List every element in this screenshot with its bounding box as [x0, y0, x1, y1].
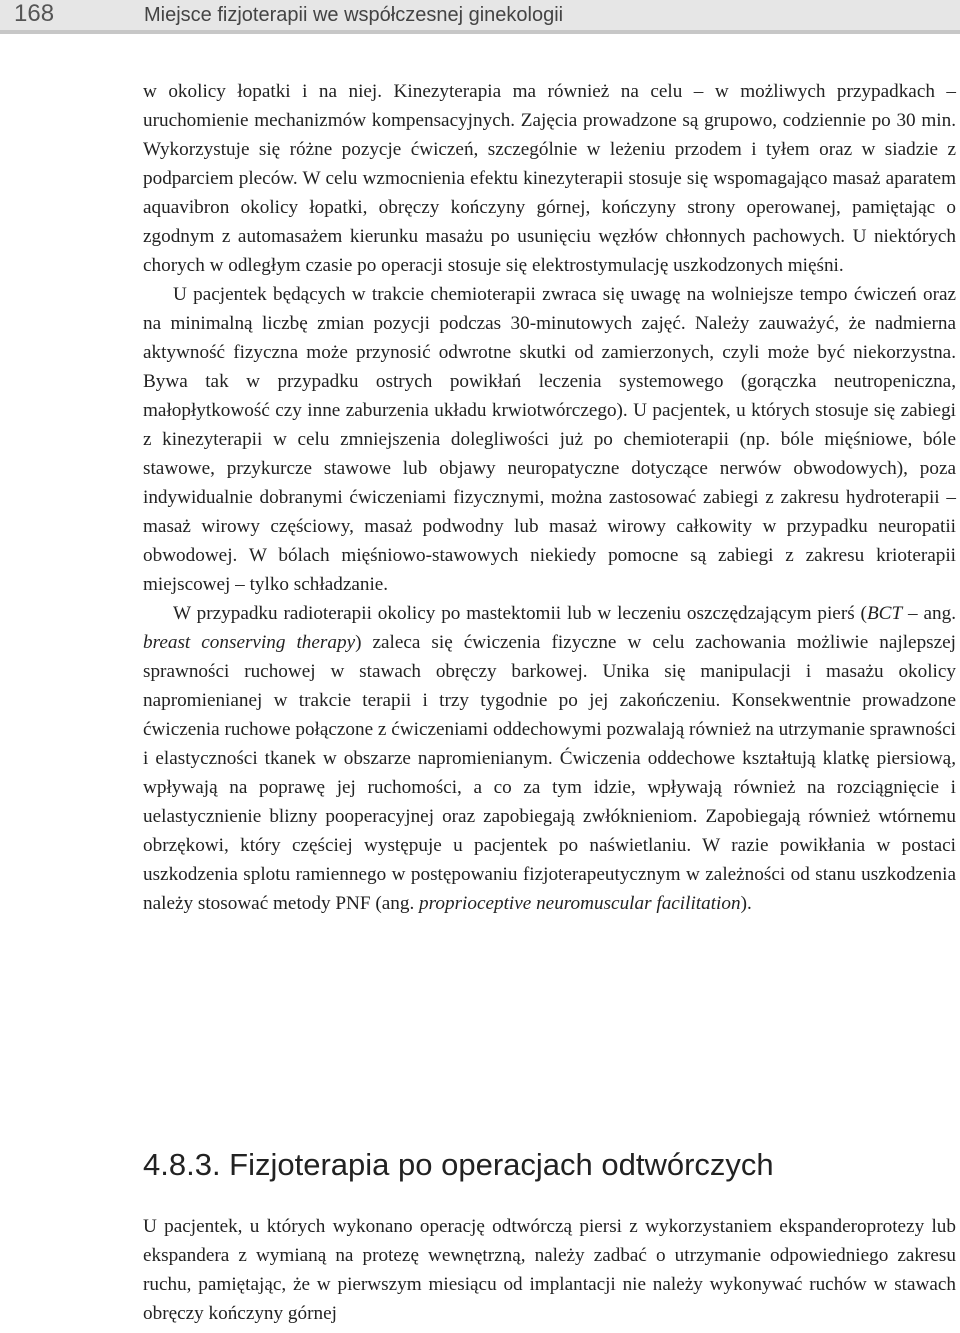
- paragraph-1-text: w okolicy łopatki i na niej. Kinezyterapia ma również na celu – w możliwych przypadkach – uruchomienie mechanizmów kompensacyjnych. Zajęcia prowadzone są grupowo, codziennie po 30 min. Wykorzystuje się różne pozycje ćwiczeń, szczególnie w leżeniu przodem i tyłem oraz w siadzie z podparciem pleców. W celu wzmocnienia efektu kinezyterapii stosuje się wspomagająco masaż aparatem aquavibron okolicy łopatki, obręczy kończyny górnej, kończyny strony operowanej, pamiętając o zgodnym z automasażem kierunku masażu po usunięciu węzłów chłonnych pachowych. U niektórych chorych w odległym czasie po operacji stosuje się elektrostymulację uszkodzonych mięśni.: [143, 81, 956, 276]
- section-heading: 4.8.3. Fizjoterapia po operacjach odtwórczych: [143, 1147, 774, 1182]
- paragraph-3-text-c: ) zaleca się ćwiczenia fizyczne w celu zachowania możliwie najlepszej sprawności ruchowej w stawach obręczy barkowej. Unika się manipulacji i masażu okolicy napromienianej w trakcie terapii i trzy tygodnie po jej zakończeniu. Konsekwentnie prowadzone ćwiczenia ruchowe połączone z ćwiczeniami oddechowymi pozwalają również na utrzymanie sprawności i elastyczności tkanek w obszarze napromienianym. Ćwiczenia oddechowe kształtują klatkę piersiową, wpływają na poprawę jej ruchomości, a co za tym idzie, wpływają również na rozciągnięcie i uelastycznienie blizny pooperacyjnej oraz zapobiegają zwłóknieniom. Zapobiegają również wtórnemu obrzękowi, który częściej występuje u pacjentek po naświetlaniu. W razie powikłania w postaci uszkodzenia splotu ramiennego w postępowaniu fizjoterapeutycznym w zależności od stanu uszkodzenia należy stosować metody PNF (ang.: [143, 632, 956, 914]
- paragraph-1: [143, 77, 956, 280]
- paragraph-3-text-b: – ang.: [902, 603, 956, 624]
- abbr-bct: BCT: [866, 603, 903, 624]
- paragraph-2-text: U pacjentek będących w trakcie chemioterapii zwraca się uwagę na wolniejsze tempo ćwiczeń oraz na minimalną liczbę zmian pozycji podczas 30-minutowych zajęć. Należy zauważyć, że nadmierna aktywność fizyczna może przynosić odwrotne skutki od zamierzonych, czyli może być niekorzystna. Bywa tak w przypadku ostrych powikłań leczenia systemowego (gorączka neutropeniczna, małopłytkowość czy inne zaburzenia układu krwiotwórczego). U pacjentek, u których stosuje się zabiegi z kinezyterapii w celu zmniejszenia dolegliwości już po chemioterapii (np. bóle mięśniowe, bóle stawowe, przykurcze stawowe lub objawy neuropatyczne dotyczące nerwów obwodowych), poza indywidualnie dobranymi ćwiczeniami fizycznymi, można zastosować zabiegi z zakresu hydroterapii – masaż wirowy częściowy, masaż podwodny lub masaż wirowy całkowity w przypadku neuropatii obwodowej. W bólach mięśniowo-stawowych niekiedy pomocne są zabiegi z zakresu krioterapii miejscowej – tylko schładzanie.: [143, 284, 956, 595]
- section-paragraph: U pacjentek, u których wykonano operację odtwórczą piersi z wykorzystaniem ekspanderoprotezy lub ekspandera z wymianą na protezę wewnętrzną, należy zadbać o utrzymanie odpowiedniego zakresu ruchu, pamiętając, że w pierwszym miesiącu od implantacji nie należy wykonywać ruchów w stawach obręczy kończyny górnej: [143, 1216, 956, 1324]
- running-title: Miejsce fizjoterapii we współczesnej ginekologii: [144, 4, 564, 26]
- paragraph-3-text-d: ).: [740, 893, 752, 914]
- term-bct-full: breast conserving therapy: [143, 632, 356, 653]
- main-text: [143, 77, 956, 918]
- paragraph-2: [143, 280, 956, 599]
- section-text: [143, 1212, 956, 1328]
- page-header: [0, 0, 960, 34]
- paragraph-3-text-a: W przypadku radioterapii okolicy po mastektomii lub w leczeniu oszczędzającym pierś (: [173, 603, 867, 624]
- paragraph-3: [143, 599, 956, 918]
- term-pnf-full: proprioceptive neuromuscular facilitation: [419, 893, 741, 914]
- page-number: 168: [14, 0, 55, 27]
